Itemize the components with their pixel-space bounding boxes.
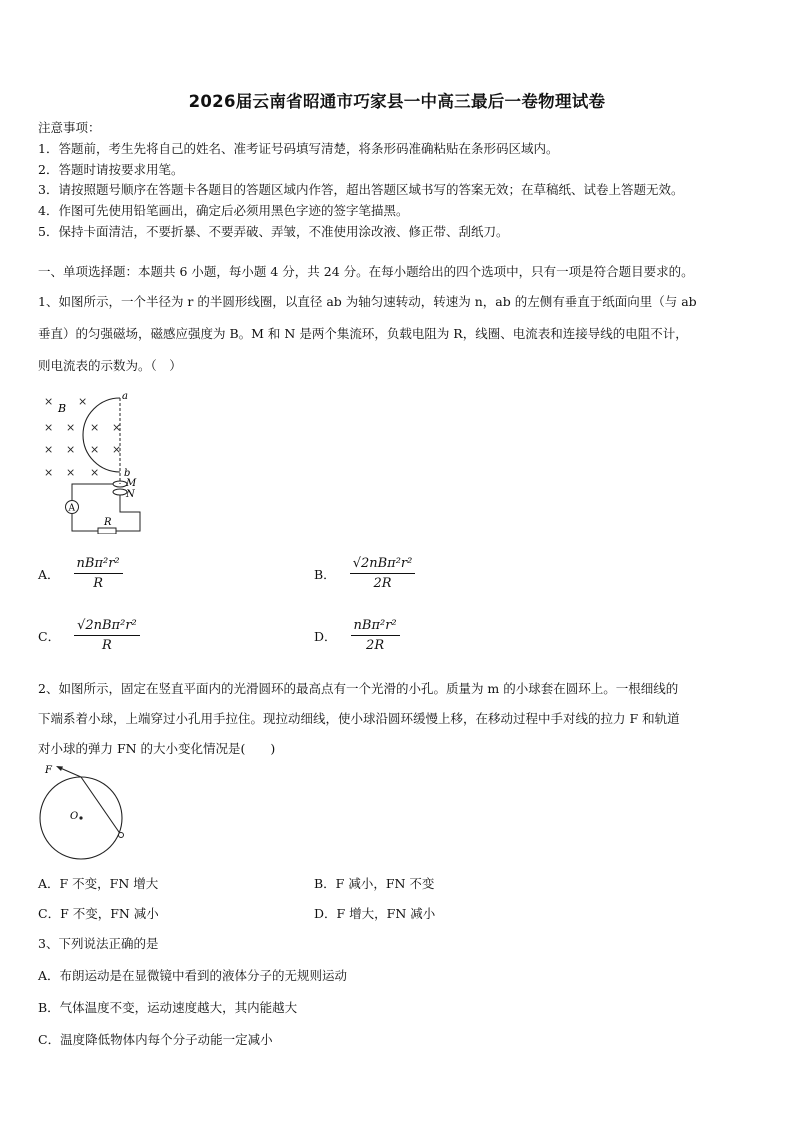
string-line [81, 777, 121, 835]
option-3B[interactable]: B．气体温度不变，运动速度越大，其内能越大 [38, 1000, 298, 1015]
label-N: N [126, 489, 135, 500]
semicircle-coil [83, 398, 120, 472]
section-heading: 一、单项选择题：本题共 6 小题，每小题 4 分，共 24 分。在每小题给出的四个选项中，只有一项是符合题目要求的。 [38, 264, 694, 279]
label-O: O [70, 811, 79, 822]
option-letter: A． [38, 566, 60, 582]
option-formula [351, 618, 400, 653]
option-1B[interactable] [314, 556, 415, 591]
wire [72, 484, 113, 500]
cross-mark: × [66, 466, 76, 479]
resistor-icon [98, 528, 116, 534]
question-1-stem [38, 286, 758, 382]
cross-mark: × [44, 395, 54, 408]
cross-mark: × [44, 421, 54, 434]
label-B: B [58, 402, 67, 415]
cross-mark: × [66, 443, 76, 456]
question-1-line: 则电流表的示数为。（ ） [38, 358, 182, 373]
question-1-line: 1、如图所示，一个半径为 r 的半圆形线圈，以直径 ab 为轴匀速转动，转速为 n，ab 的左侧有垂直于纸面向里（与 ab [38, 294, 697, 309]
cross-mark: × [90, 466, 100, 479]
option-letter: D． [314, 628, 337, 644]
label-R: R [104, 517, 112, 528]
cross-mark: × [44, 443, 54, 456]
notice-item: 5．保持卡面清洁，不要折暴、不要弄破、弄皱，不准使用涂改液、修正带、刮纸刀。 [38, 223, 509, 239]
formula-denominator: R [93, 576, 103, 591]
label-a: a [122, 391, 128, 402]
label-A: A [68, 503, 75, 514]
option-3A[interactable]: A．布朗运动是在显微镜中看到的液体分子的无规则运动 [38, 968, 348, 983]
option-1C[interactable] [38, 618, 140, 653]
question-3-stem: 3、下列说法正确的是 [38, 936, 159, 951]
question-2-line: 对小球的弹力 FN 的大小变化情况是( ) [38, 741, 276, 756]
wire [116, 495, 140, 531]
question-2-figure [36, 764, 132, 866]
cross-mark: × [44, 466, 54, 479]
option-2A[interactable]: A．F 不变，FN 增大 [38, 876, 159, 891]
arrowhead-icon [56, 766, 63, 771]
cross-mark: × [90, 443, 100, 456]
question-1-figure [40, 386, 150, 534]
notice-item: 1．答题前，考生先将自己的姓名、准考证号码填写清楚，将条形码准确粘贴在条形码区域内。 [38, 140, 559, 156]
center-dot [79, 816, 82, 819]
formula-denominator: 2R [373, 576, 392, 591]
cross-mark: × [112, 421, 122, 434]
notice-item: 4．作图可先使用铅笔画出，确定后必须用黑色字迹的签字笔描黑。 [38, 203, 409, 219]
notice-heading: 注意事项： [38, 120, 101, 135]
cross-mark: × [112, 443, 122, 456]
cross-mark: × [90, 421, 100, 434]
option-1A[interactable] [38, 556, 123, 591]
label-b: b [124, 468, 131, 479]
option-2C[interactable]: C．F 不变，FN 减小 [38, 906, 159, 921]
formula-numerator: √2nBπ²r² [350, 556, 416, 574]
option-2D[interactable]: D．F 增大，FN 减小 [314, 906, 436, 921]
formula-denominator: R [102, 638, 112, 653]
question-2-stem [38, 674, 758, 764]
formula-numerator: nBπ²r² [351, 618, 400, 636]
page-title: 2026届云南省昭通市巧家县一中高三最后一卷物理试卷 [188, 92, 606, 111]
option-letter: B． [314, 566, 336, 582]
wire [72, 514, 98, 531]
notice-item: 3．请按照题号顺序在答题卡各题目的答题区域内作答，超出答题区域书写的答案无效；在草稿纸、试卷上答题无效。 [38, 182, 684, 198]
notice-item: 2．答题时请按要求用笔。 [38, 161, 184, 177]
formula-numerator: nBπ²r² [74, 556, 123, 574]
option-formula [350, 556, 416, 591]
question-2-line: 下端系着小球，上端穿过小孔用手拉住。现拉动细线，使小球沿圆环缓慢上移，在移动过程中手对线的拉力 F 和轨道 [38, 711, 680, 726]
formula-numerator: √2nBπ²r² [74, 618, 140, 636]
cross-mark: × [78, 395, 88, 408]
question-2-line: 2、如图所示，固定在竖直平面内的光滑圆环的最高点有一个光滑的小孔。质量为 m 的小球套在圆环上。一根细线的 [38, 681, 679, 696]
option-formula [74, 556, 123, 591]
cross-mark: × [66, 421, 76, 434]
label-F: F [45, 765, 52, 776]
question-1-line: 垂直）的匀强磁场，磁感应强度为 B。M 和 N 是两个集流环，负载电阻为 R，线圈、电流表和连接导线的电阻不计， [38, 326, 688, 341]
option-formula [74, 618, 140, 653]
option-1D[interactable] [314, 618, 400, 653]
ball-icon [119, 833, 124, 838]
option-2B[interactable]: B．F 减小，FN 不变 [314, 876, 435, 891]
slip-ring-N [113, 489, 127, 495]
formula-denominator: 2R [366, 638, 385, 653]
option-letter: C． [38, 628, 61, 644]
label-M: M [126, 478, 137, 489]
option-3C[interactable]: C．温度降低物体内每个分子动能一定减小 [38, 1032, 273, 1047]
notice-section [38, 118, 758, 243]
